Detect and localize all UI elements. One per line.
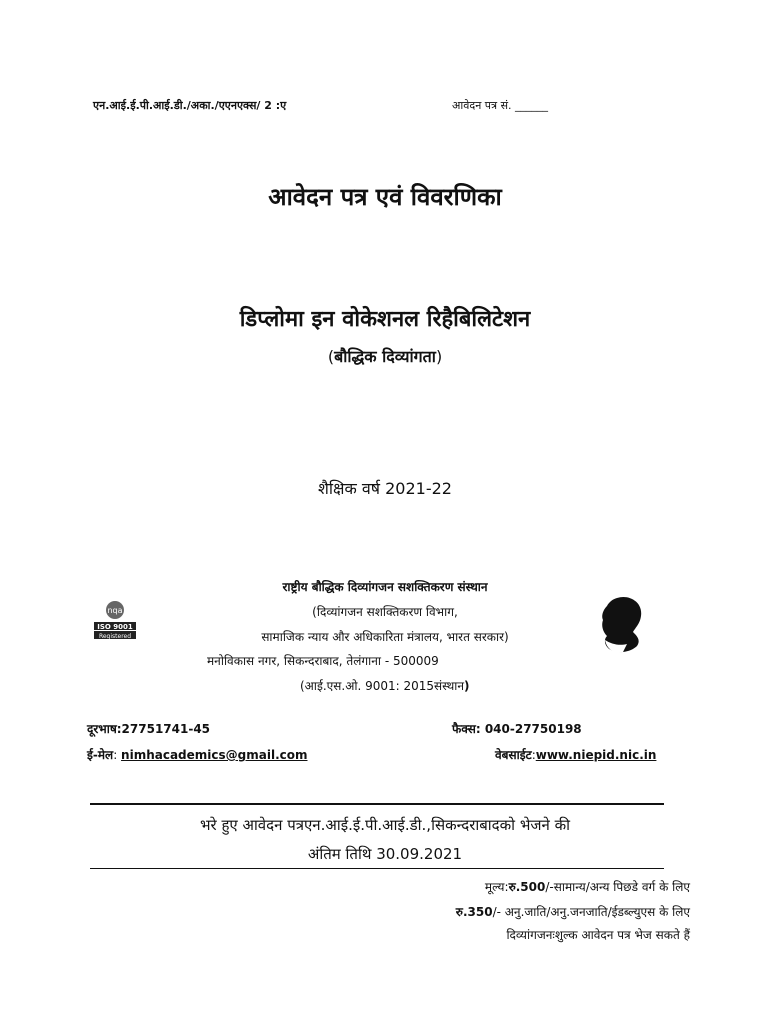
open-paren: ( — [327, 347, 335, 366]
iso-logo-text: nqa — [107, 606, 123, 615]
website-line — [495, 746, 656, 763]
institute-name: राष्ट्रीय बौद्धिक दिव्यांगजन सशक्तिकरण संस्थान — [282, 580, 488, 594]
divider-top — [90, 803, 664, 805]
email-label: ई-मेल — [87, 748, 114, 762]
last-date: अंतिम तिथि 30.09.2021 — [307, 845, 463, 863]
reference-number: एन.आई.ई.पी.आई.डी./अका./एएनएक्स/ 2 :ए — [93, 99, 287, 112]
fee-general-amount: रु.500 — [508, 880, 546, 894]
email-separator: : — [113, 748, 122, 762]
email-link[interactable]: nimhacademics@gmail.com — [121, 748, 308, 762]
close-paren: ) — [435, 347, 443, 366]
website-label: वेबसाईट — [495, 748, 532, 762]
application-number: आवेदन पत्र सं. ______ — [452, 99, 549, 112]
submission-instruction: भरे हुए आवेदन पत्रएन.आई.ई.पी.आई.डी.,सिकन्दराबादको भेजने की — [200, 816, 570, 834]
fee-disabled: दिव्यांगजनःशुल्क आवेदन पत्र भेज सकते हैं — [506, 928, 690, 942]
iso-close: ) — [464, 679, 470, 693]
fee-reserved-text: /- अनु.जाति/अनु.जनजाति/ईडब्ल्युएस के लिए — [492, 905, 690, 919]
fee-general — [485, 878, 690, 895]
email-line — [87, 746, 308, 763]
fee-reserved — [456, 903, 690, 920]
course-title: डिप्लोमा इन वोकेशनल रिहैबिलिटेशन — [239, 307, 531, 332]
divider-bottom — [90, 868, 664, 869]
department-name: (दिव्यांगजन सशक्तिकरण विभाग, — [312, 605, 458, 619]
document-title: आवेदन पत्र एवं विवरणिका — [268, 183, 502, 211]
fee-general-label: मूल्य: — [484, 880, 509, 894]
fax-value: 040-27750198 — [480, 722, 582, 736]
fax-number — [452, 720, 582, 737]
iso-text: (आई.एस.ओ. 9001: 2015संस्थान — [300, 679, 465, 693]
academic-year: शैक्षिक वर्ष 2021-22 — [318, 479, 452, 498]
fee-general-text: /-सामान्य/अन्य पिछडे वर्ग के लिए — [545, 880, 690, 894]
ministry-name: सामाजिक न्याय और अधिकारिता मंत्रालय, भारत सरकार) — [261, 630, 509, 644]
website-link[interactable]: www.niepid.nic.in — [535, 748, 657, 762]
institute-address: मनोविकास नगर, सिकन्दराबाद, तेलंगाना - 500009 — [207, 654, 439, 668]
phone-number: दूरभाष:27751741-45 — [87, 722, 211, 736]
course-subtitle — [0, 345, 770, 367]
iso-certification — [300, 677, 470, 694]
website-separator: : — [531, 748, 536, 762]
fax-label: फैक्स: — [452, 722, 481, 736]
fee-reserved-amount: रु.350 — [455, 905, 493, 919]
iso-logo-line2: Registered — [98, 633, 132, 640]
subtitle-text: बौद्धिक दिव्यांगता — [334, 347, 436, 366]
iso-logo-line1: ISO 9001 — [97, 623, 133, 631]
